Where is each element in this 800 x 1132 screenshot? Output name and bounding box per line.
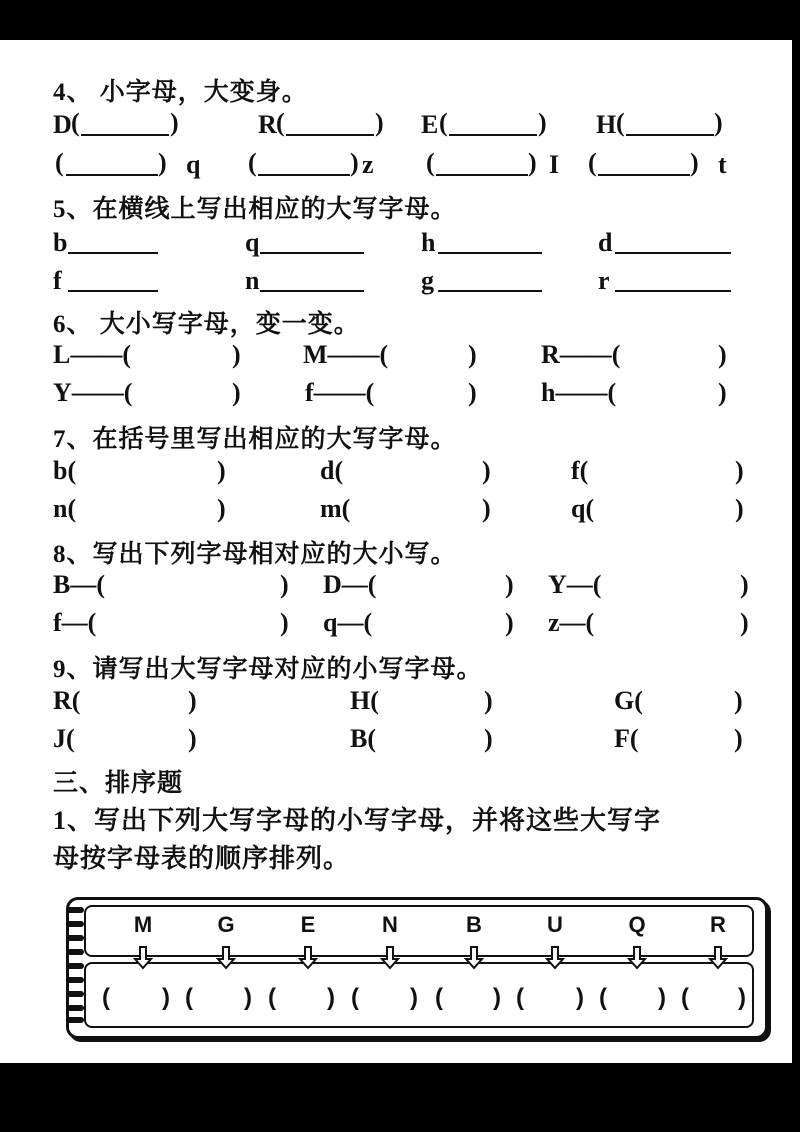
binder-letter: U xyxy=(547,912,563,937)
close-paren: ) xyxy=(375,108,384,137)
q5-letter: f xyxy=(53,266,62,295)
q9-item: G( xyxy=(614,686,643,715)
ring-icon xyxy=(66,949,84,955)
ring-icon xyxy=(66,907,84,913)
q9-item: R( xyxy=(53,686,81,715)
answer-line[interactable] xyxy=(615,252,731,254)
answer-slot-close: ) xyxy=(658,984,666,1011)
q9-item: H( xyxy=(350,686,379,715)
answer-slot-close: ) xyxy=(493,984,501,1011)
q6-item: L——( xyxy=(53,340,131,369)
q4-title: 4、 小字母，大变身。 xyxy=(53,79,308,106)
q4-letter: I xyxy=(549,150,560,179)
answer-slot-close: ) xyxy=(738,984,746,1011)
open-paren: ( xyxy=(55,148,64,177)
open-paren: ( xyxy=(426,148,435,177)
answer-blank[interactable] xyxy=(436,174,528,176)
close-paren: ) xyxy=(714,108,723,137)
binder-letter: B xyxy=(466,912,482,937)
q4-letter: D xyxy=(53,110,72,139)
ring-icon xyxy=(66,921,84,927)
close-paren: ) xyxy=(217,494,226,523)
close-paren: ) xyxy=(232,340,241,369)
q5-letter: d xyxy=(598,228,613,257)
open-paren: ( xyxy=(71,108,80,137)
close-paren: ) xyxy=(468,340,477,369)
answer-slot-open[interactable]: ( xyxy=(599,984,607,1011)
down-arrow-icon xyxy=(380,946,400,970)
answer-slot-open[interactable]: ( xyxy=(102,984,110,1011)
down-arrow-icon xyxy=(464,946,484,970)
close-paren: ) xyxy=(740,608,749,637)
q8-item: Y—( xyxy=(548,570,602,599)
answer-blank[interactable] xyxy=(258,174,350,176)
q5-letter: r xyxy=(598,266,610,295)
close-paren: ) xyxy=(735,494,744,523)
q9-title: 9、请写出大写字母对应的小写字母。 xyxy=(53,656,483,683)
answer-slot-close: ) xyxy=(244,984,252,1011)
close-paren: ) xyxy=(740,570,749,599)
q5-letter: g xyxy=(421,266,434,295)
q5-letter: n xyxy=(245,266,260,295)
q4-letter: z xyxy=(362,150,374,179)
q5-letter: q xyxy=(245,228,260,257)
answer-slot-open[interactable]: ( xyxy=(435,984,443,1011)
q9-item: J( xyxy=(53,724,75,753)
q6-item: f——( xyxy=(305,378,375,407)
q8-item: D—( xyxy=(323,570,377,599)
answer-slot-close: ) xyxy=(327,984,335,1011)
q4-letter: E xyxy=(421,110,439,139)
ring-icon xyxy=(66,977,84,983)
section3-q1-line1: 1、写出下列大写字母的小写字母，并将这些大写字 xyxy=(53,806,662,835)
close-paren: ) xyxy=(188,724,197,753)
close-paren: ) xyxy=(505,608,514,637)
close-paren: ) xyxy=(718,340,727,369)
open-paren: ( xyxy=(248,148,257,177)
q7-item: m( xyxy=(320,494,351,523)
close-paren: ) xyxy=(734,724,743,753)
q4-letter: R xyxy=(258,110,277,139)
answer-blank[interactable] xyxy=(66,174,158,176)
q6-item: Y——( xyxy=(53,378,133,407)
close-paren: ) xyxy=(718,378,727,407)
answer-line[interactable] xyxy=(438,290,542,292)
answer-line[interactable] xyxy=(260,290,364,292)
down-arrow-icon xyxy=(216,946,236,970)
close-paren: ) xyxy=(690,148,699,177)
binder-letter: E xyxy=(300,912,316,937)
close-paren: ) xyxy=(217,456,226,485)
close-paren: ) xyxy=(482,456,491,485)
answer-blank[interactable] xyxy=(598,174,690,176)
q4-letter: t xyxy=(718,150,727,179)
q8-item: q—( xyxy=(323,608,373,637)
answer-line[interactable] xyxy=(68,252,158,254)
close-paren: ) xyxy=(350,148,359,177)
answer-slot-open[interactable]: ( xyxy=(268,984,276,1011)
q7-title: 7、在括号里写出相应的大写字母。 xyxy=(53,426,457,453)
answer-slot-close: ) xyxy=(576,984,584,1011)
ring-icon xyxy=(66,963,84,969)
q7-item: n( xyxy=(53,494,77,523)
answer-slot-open[interactable]: ( xyxy=(681,984,689,1011)
ring-icon xyxy=(66,1005,84,1011)
binder-letter: M xyxy=(133,912,153,937)
close-paren: ) xyxy=(482,494,491,523)
open-paren: ( xyxy=(439,108,448,137)
close-paren: ) xyxy=(505,570,514,599)
close-paren: ) xyxy=(538,108,547,137)
binder-letter: G xyxy=(217,912,235,937)
section3-title: 三、排序题 xyxy=(53,770,184,797)
close-paren: ) xyxy=(484,686,493,715)
down-arrow-icon xyxy=(298,946,318,970)
section3-q1-line2: 母按字母表的顺序排列。 xyxy=(53,844,351,873)
close-paren: ) xyxy=(734,686,743,715)
q9-item: B( xyxy=(350,724,376,753)
down-arrow-icon xyxy=(133,946,153,970)
answer-slot-close: ) xyxy=(162,984,170,1011)
answer-slot-open[interactable]: ( xyxy=(185,984,193,1011)
binder-letter: R xyxy=(710,912,726,937)
down-arrow-icon xyxy=(708,946,728,970)
ring-icon xyxy=(66,1017,84,1023)
letters-panel xyxy=(84,905,754,957)
binder-letter: N xyxy=(382,912,398,937)
q7-item: q( xyxy=(571,494,595,523)
q7-item: d( xyxy=(320,456,344,485)
down-arrow-icon xyxy=(545,946,565,970)
answer-line[interactable] xyxy=(260,252,364,254)
close-paren: ) xyxy=(280,608,289,637)
q8-item: B—( xyxy=(53,570,105,599)
q7-item: b( xyxy=(53,456,77,485)
close-paren: ) xyxy=(280,570,289,599)
answer-line[interactable] xyxy=(615,290,731,292)
q9-item: F( xyxy=(614,724,639,753)
q7-item: f( xyxy=(571,456,589,485)
close-paren: ) xyxy=(484,724,493,753)
close-paren: ) xyxy=(188,686,197,715)
close-paren: ) xyxy=(735,456,744,485)
answer-line[interactable] xyxy=(438,252,542,254)
open-paren: ( xyxy=(616,108,625,137)
ring-icon xyxy=(66,991,84,997)
close-paren: ) xyxy=(468,378,477,407)
down-arrow-icon xyxy=(627,946,647,970)
ring-icon xyxy=(66,935,84,941)
close-paren: ) xyxy=(528,148,537,177)
q6-title: 6、 大小写字母，变一变。 xyxy=(53,311,360,338)
q8-item: z—( xyxy=(548,608,595,637)
q6-item: h——( xyxy=(541,378,617,407)
q4-letter: q xyxy=(186,150,201,179)
q8-title: 8、写出下列字母相对应的大小写。 xyxy=(53,541,457,568)
close-paren: ) xyxy=(158,148,167,177)
q4-letter: H xyxy=(596,110,617,139)
open-paren: ( xyxy=(276,108,285,137)
q6-item: R——( xyxy=(541,340,621,369)
answer-blank[interactable] xyxy=(286,134,374,136)
answer-blank[interactable] xyxy=(449,134,537,136)
answer-slot-open[interactable]: ( xyxy=(516,984,524,1011)
q6-item: M——( xyxy=(303,340,389,369)
answer-line[interactable] xyxy=(68,290,158,292)
q8-item: f—( xyxy=(53,608,97,637)
answer-slot-open[interactable]: ( xyxy=(351,984,359,1011)
answer-blank[interactable] xyxy=(626,134,714,136)
binder-letter: Q xyxy=(628,912,646,937)
q5-letter: b xyxy=(53,228,68,257)
answer-blank[interactable] xyxy=(81,134,169,136)
q5-title: 5、在横线上写出相应的大写字母。 xyxy=(53,196,457,223)
answer-slot-close: ) xyxy=(410,984,418,1011)
close-paren: ) xyxy=(232,378,241,407)
q5-letter: h xyxy=(421,228,436,257)
open-paren: ( xyxy=(588,148,597,177)
close-paren: ) xyxy=(170,108,179,137)
